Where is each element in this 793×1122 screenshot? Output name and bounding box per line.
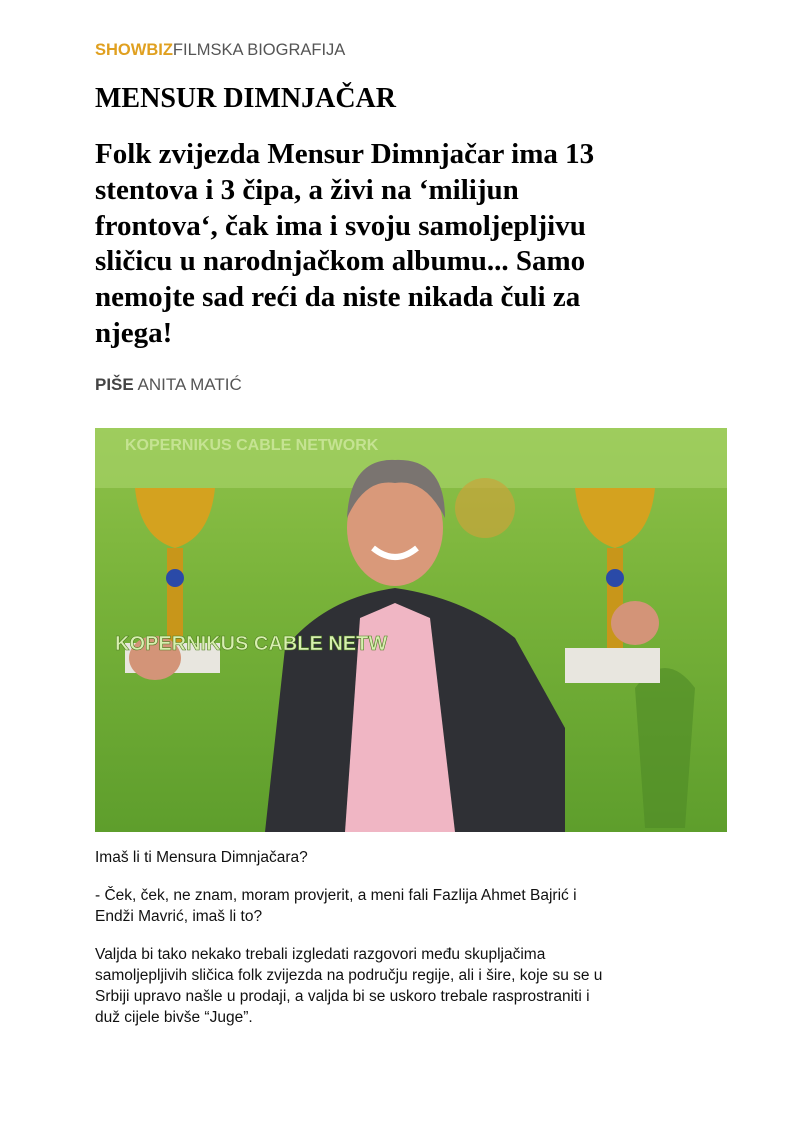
headline-line: stentova i 3 čipa, a živi na ‘milijun — [95, 173, 519, 206]
paragraph-line: samoljepljivih sličica folk zvijezda na području regije, ali i šire, koje su se u — [95, 967, 603, 984]
category-label: FILMSKA BIOGRAFIJA — [172, 41, 346, 59]
headline-line: Folk zvijezda Mensur Dimnjačar ima 13 — [95, 138, 595, 170]
headline-line: frontova‘, čak ima i svoju samoljepljivu — [95, 209, 586, 242]
paragraph-line: Endži Mavrić, imaš li to? — [95, 908, 263, 925]
author-name: ANITA MATIĆ — [137, 375, 242, 394]
article-photo — [95, 428, 727, 832]
byline — [95, 375, 242, 395]
photo-illustration — [95, 428, 727, 832]
paragraph — [95, 847, 308, 868]
article-title: MENSUR DIMNJAČAR — [95, 83, 396, 114]
headline-line: nemojte sad reći da niste nikada čuli za — [95, 281, 581, 314]
paragraph-line: - Ček, ček, ne znam, moram provjerit, a meni fali Fazlija Ahmet Bajrić i — [95, 887, 577, 904]
paragraph-line: Imaš li ti Mensura Dimnjačara? — [95, 849, 308, 866]
kicker — [95, 41, 345, 60]
paragraph — [95, 885, 577, 927]
headline — [95, 137, 594, 352]
paragraph-line: Srbiji upravo našle u prodaji, a valjda bi se uskoro trebale rasprostraniti i — [95, 988, 590, 1005]
byline-label: PIŠE — [95, 375, 134, 394]
banner-text: KOPERNIKUS CABLE NETWORK — [125, 437, 379, 454]
banner-text: KOPERNIKUS CABLE NETW — [115, 633, 388, 655]
headline-line: njega! — [95, 316, 173, 349]
paragraph — [95, 944, 602, 1028]
paragraph-line: duž cijele bivše “Juge”. — [95, 1009, 253, 1026]
paragraph-line: Valjda bi tako nekako trebali izgledati razgovori među skupljačima — [95, 946, 546, 963]
section-label: SHOWBIZ — [95, 41, 173, 59]
headline-line: sličicu u narodnjačkom albumu... Samo — [95, 245, 586, 278]
